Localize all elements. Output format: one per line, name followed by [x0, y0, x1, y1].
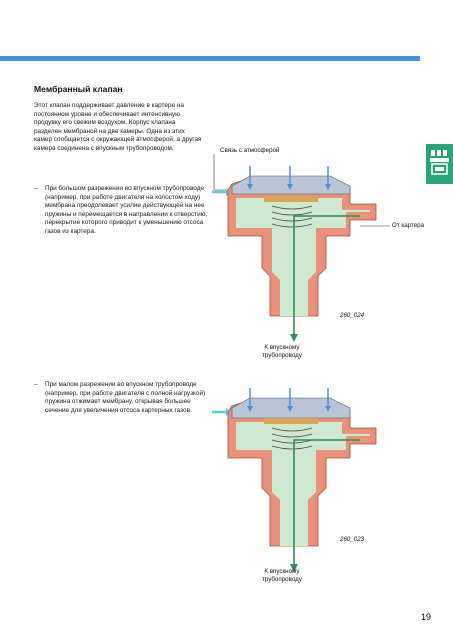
bullet-high-vacuum [34, 185, 209, 237]
figure-code: 260_024 [340, 312, 365, 319]
header-accent-bar [0, 56, 420, 61]
intro-paragraph: Этот клапан поддерживает давление в картере на постоянном уровне и обеспечивает интенсивную продувку его свежим воздухом. Корпус клапана разделен мембраной на две камеры. Одна из этих камер сообщается с окружающей атмосферой, а другая камера соединена с впускным трубопроводом. [34, 102, 202, 152]
figure-code: 260_023 [340, 536, 365, 543]
bullet-text: При большом разрежении во впускном трубопроводе (например, при работе двигателя на холостом ходу) мембрана преодолевает усилие действующей на нее пружины и перемещается в направлении к отверстию, перекрытие которого приводит к уменьшению отсоса газов из картера. [45, 185, 208, 235]
page-title: Мембранный клапан [34, 84, 123, 94]
label-to-intake [262, 568, 302, 583]
label-to-intake-line2: трубопроводу [262, 351, 302, 359]
bullet-dash: – [34, 185, 38, 192]
bullet-dash: – [34, 381, 38, 388]
bullet-text: При малом разрежении во впускном трубопроводе (например, при работе двигателя с полной нагрузкой) пружина отжимает мембрану, открывая большее сечение для увеличения отсоса картерных газов. [45, 381, 206, 414]
valve-diagram-low-vacuum [210, 378, 450, 578]
page-number: 19 [421, 612, 432, 622]
label-to-intake-line1: К впускному [264, 568, 300, 575]
label-to-intake-line1: К впускному [264, 344, 300, 351]
label-atmosphere: Связь с атмосферой [220, 147, 280, 154]
label-from-crankcase: От картера [392, 222, 425, 229]
bullet-low-vacuum [34, 381, 209, 415]
label-to-intake-line2: трубопроводу [262, 575, 302, 583]
label-to-intake [262, 344, 302, 359]
valve-diagram-high-vacuum [210, 148, 450, 348]
